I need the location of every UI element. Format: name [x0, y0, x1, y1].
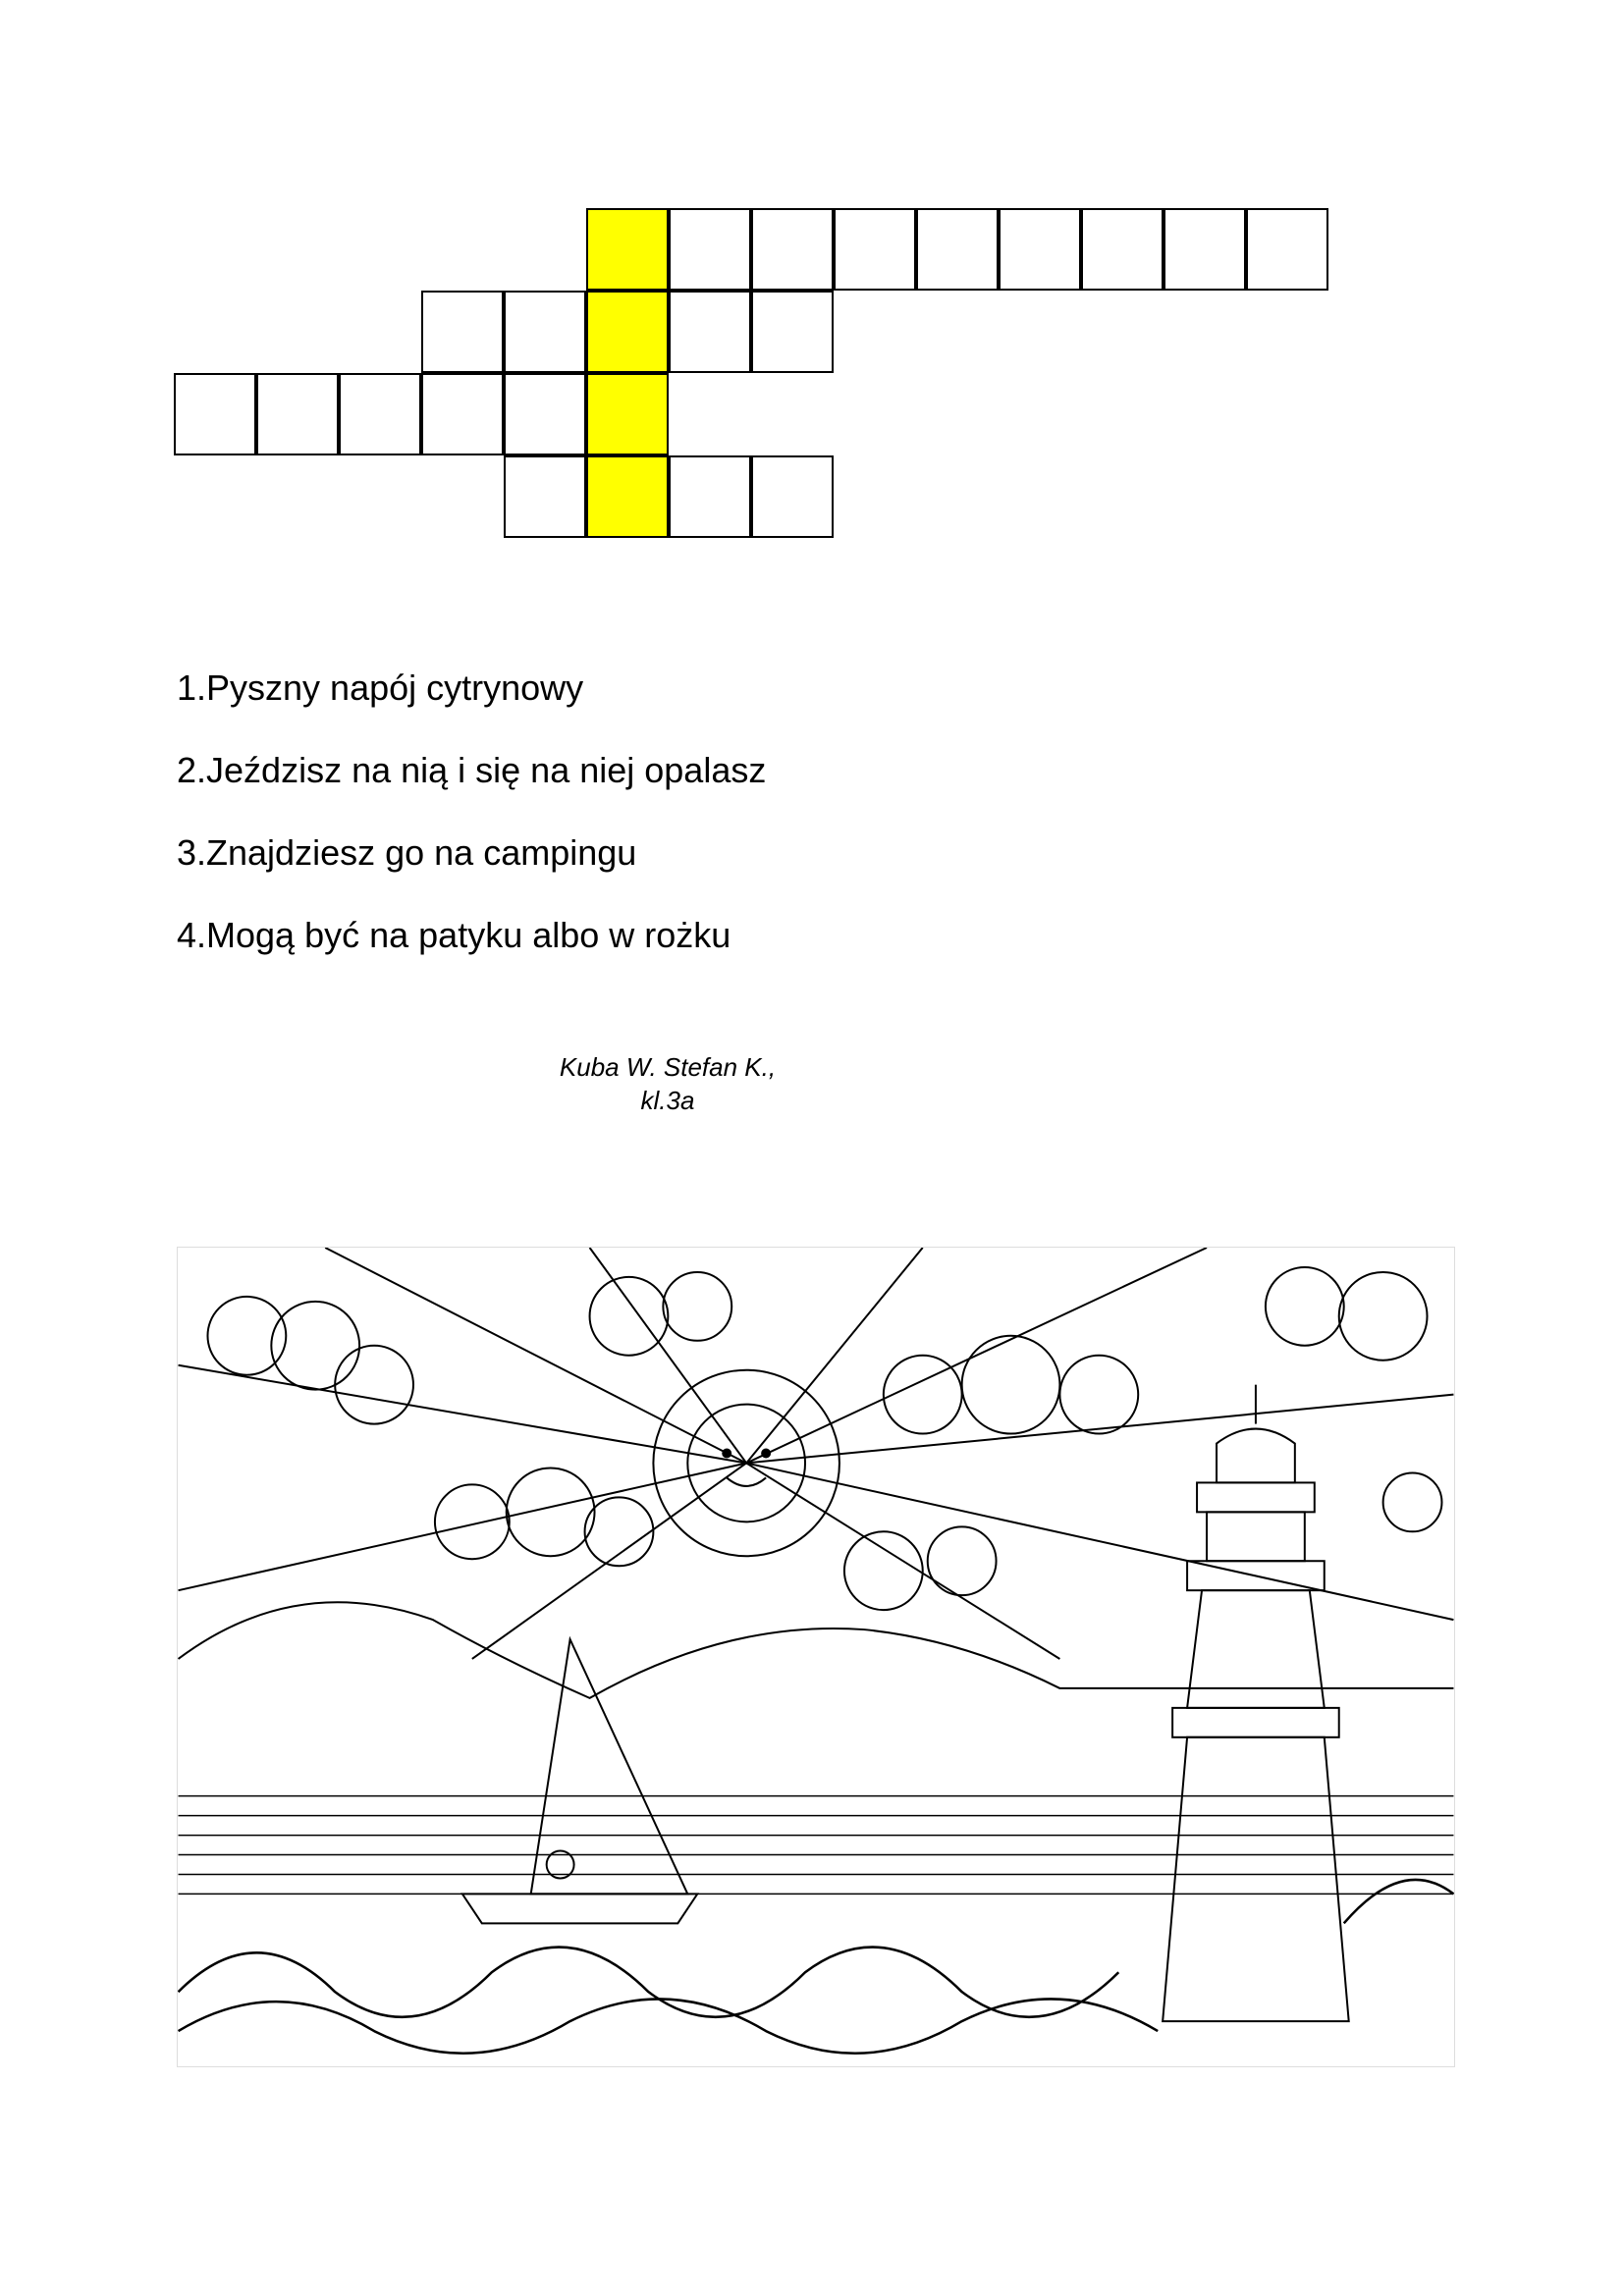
- crossword-cell[interactable]: [751, 208, 834, 291]
- clue-3: 3.Znajdziesz go na campingu: [177, 832, 637, 873]
- crossword-cell[interactable]: [1164, 208, 1246, 291]
- waves: [179, 1880, 1454, 2054]
- crossword-cell[interactable]: [999, 208, 1081, 291]
- lighthouse-icon: [1163, 1385, 1349, 2021]
- crossword-cell[interactable]: [504, 455, 586, 538]
- sailboat-icon: [462, 1639, 697, 1923]
- clue-list: [177, 667, 766, 997]
- crossword-cell[interactable]: [1081, 208, 1164, 291]
- crossword-key-cell[interactable]: [586, 455, 669, 538]
- crossword-cell[interactable]: [504, 373, 586, 455]
- crossword-cell[interactable]: [669, 291, 751, 373]
- authors: Kuba W. Stefan K.,: [559, 1052, 777, 1082]
- credits: [452, 1050, 884, 1117]
- crossword-key-cell[interactable]: [586, 291, 669, 373]
- crossword-key-cell[interactable]: [586, 208, 669, 291]
- crossword-cell[interactable]: [339, 373, 421, 455]
- clue-2: 2.Jeździsz na nią i się na niej opalasz: [177, 750, 767, 790]
- crossword-cell[interactable]: [834, 208, 916, 291]
- crossword-grid: [0, 0, 1624, 589]
- sun-rays: [179, 1248, 1454, 1659]
- crossword-key-cell[interactable]: [586, 373, 669, 455]
- crossword-cell[interactable]: [916, 208, 999, 291]
- seaside-coloring-page-icon: [177, 1247, 1455, 2067]
- crossword-cell[interactable]: [421, 373, 504, 455]
- crossword-cell[interactable]: [421, 291, 504, 373]
- crossword-cell[interactable]: [1246, 208, 1328, 291]
- clue-4: 4.Mogą być na patyku albo w rożku: [177, 915, 731, 955]
- crossword-cell[interactable]: [174, 373, 256, 455]
- class-name: kl.3a: [640, 1086, 695, 1115]
- crossword-cell[interactable]: [669, 208, 751, 291]
- crossword-cell[interactable]: [751, 455, 834, 538]
- hills: [179, 1602, 1454, 1698]
- sea-lines: [179, 1796, 1454, 1895]
- cloud-icon: [207, 1267, 1441, 1610]
- crossword-cell[interactable]: [504, 291, 586, 373]
- crossword-cell[interactable]: [256, 373, 339, 455]
- crossword-cell[interactable]: [751, 291, 834, 373]
- crossword-cell[interactable]: [669, 455, 751, 538]
- clue-1: 1.Pyszny napój cytrynowy: [177, 667, 584, 708]
